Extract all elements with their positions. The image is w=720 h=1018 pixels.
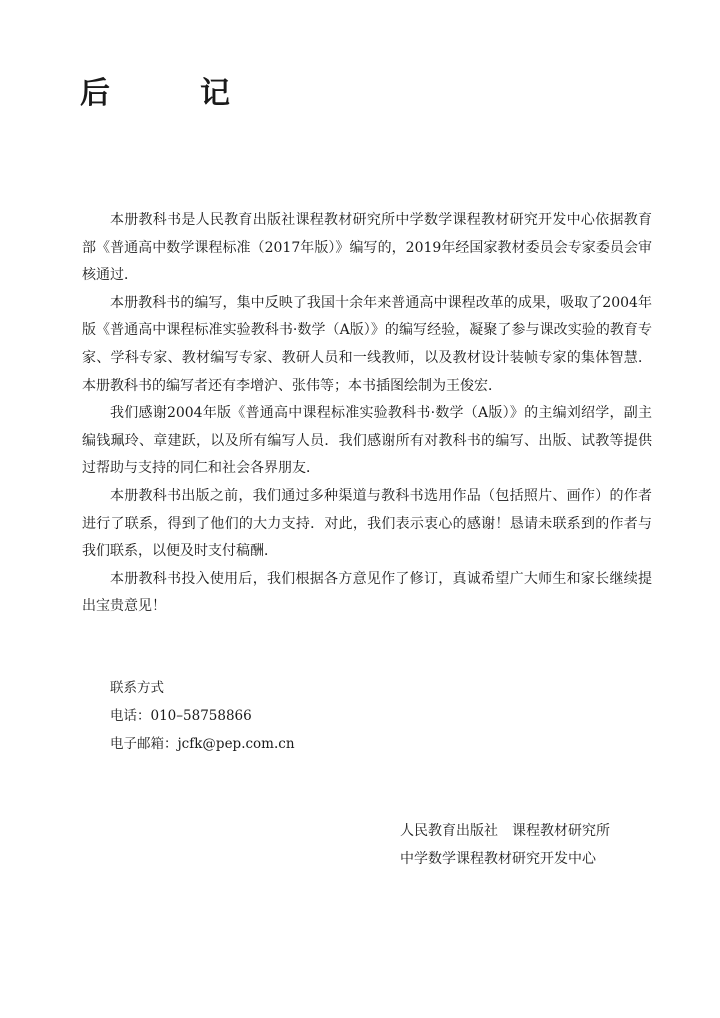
page-title: 后 记 — [80, 76, 260, 111]
afterword-body — [82, 207, 652, 621]
contact-info — [110, 674, 295, 758]
paragraph: 本册教科书的编写，集中反映了我国十余年来普通高中课程改革的成果，吸取了2004年版《普通高中课程标准实验教科书·数学（A版）》的编写经验，凝聚了参与课改实验的教育专家、学科专家、教材编写专家、教研人员和一线教师，以及教材设计装帧专家的集体智慧．本册教科书的编写者还有李增沪、张伟等；本书插图绘制为王俊宏． — [82, 294, 652, 394]
paragraph: 本册教科书投入使用后，我们根据各方意见作了修订，真诚希望广大师生和家长继续提出宝贵意见！ — [82, 570, 652, 615]
paragraph: 我们感谢2004年版《普通高中课程标准实验教科书·数学（A版）》的主编刘绍学，副主编钱珮玲、章建跃，以及所有编写人员．我们感谢所有对教科书的编写、出版、试教等提供过帮助与支持的同仁和社会各界朋友． — [82, 405, 652, 477]
paragraph: 本册教科书出版之前，我们通过多种渠道与教科书选用作品（包括照片、画作）的作者进行了联系，得到了他们的大力支持．对此，我们表示衷心的感谢！恳请未联系到的作者与我们联系，以便及时支付稿酬． — [82, 487, 652, 560]
contact-phone: 电话：010–58758866 — [110, 708, 252, 724]
signature-line-2: 中学数学课程教材研究开发中心 — [400, 851, 596, 867]
contact-email: 电子邮箱：jcfk@pep.com.cn — [110, 736, 295, 752]
contact-heading: 联系方式 — [110, 680, 164, 696]
signature-line-1: 人民教育出版社 课程教材研究所 — [400, 823, 610, 839]
paragraph: 本册教科书是人民教育出版社课程教材研究所中学数学课程教材研究开发中心依据教育部《普通高中数学课程标准（2017年版）》编写的，2019年经国家教材委员会专家委员会审核通过． — [82, 212, 652, 284]
signature — [400, 817, 610, 873]
